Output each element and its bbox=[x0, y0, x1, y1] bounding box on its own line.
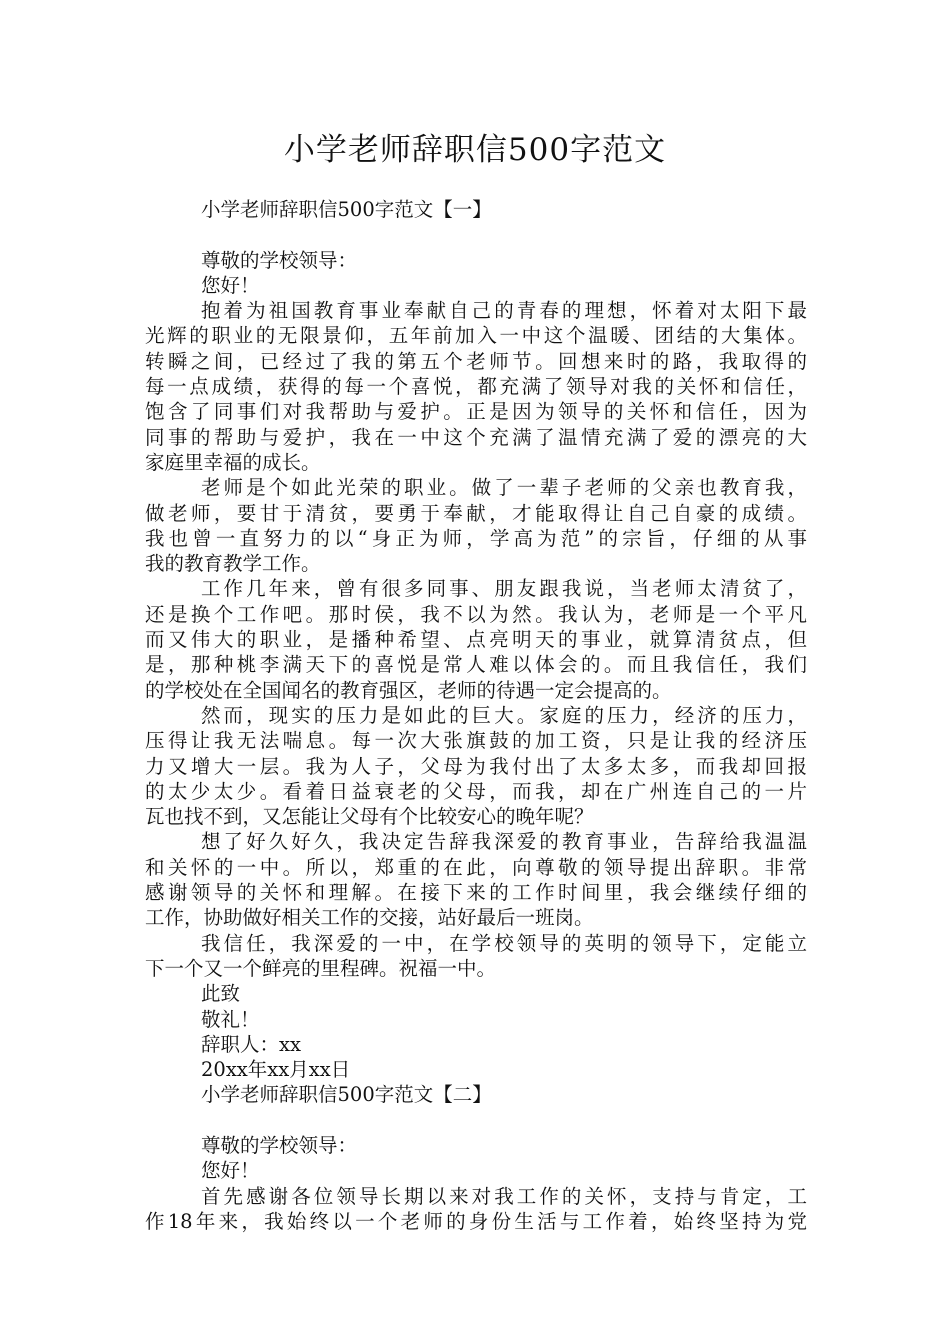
salutation: 尊敬的学校领导： bbox=[201, 248, 358, 272]
paragraph-line: 而又伟大的职业，是播种希望、点亮明天的事业，就算清贫点，但 bbox=[145, 628, 807, 652]
paragraph-line: 我也曾一直努力的以“身正为师，学高为范”的宗旨，仔细的从事 bbox=[145, 526, 807, 550]
paragraph-line: 的太少太少。看着日益衰老的父母，而我，却在广州连自己的一片 bbox=[145, 779, 807, 803]
paragraph-line: 想了好久好久，我决定告辞我深爱的教育事业，告辞给我温温 bbox=[201, 830, 807, 854]
blank-line bbox=[145, 1108, 807, 1133]
paragraph-line: 瓦也找不到，又怎能让父母有个比较安心的晚年呢？ bbox=[145, 805, 594, 829]
paragraph-line: 感谢领导的关怀和理解。在接下来的工作时间里，我会继续仔细的 bbox=[145, 881, 807, 905]
paragraph-line: 压得让我无法喘息。每一次大张旗鼓的加工资，只是让我的经济压 bbox=[145, 729, 807, 753]
closing-line: 敬礼！ bbox=[201, 1007, 260, 1031]
paragraph-line: 力又增大一层。我为人子，父母为我付出了太多太多，而我却回报 bbox=[145, 754, 807, 778]
paragraph-line: 我信任，我深爱的一中，在学校领导的英明的领导下，定能立 bbox=[201, 931, 807, 955]
paragraph-line: 然而，现实的压力是如此的巨大。家庭的压力，经济的压力， bbox=[201, 703, 807, 727]
paragraph-line: 同事的帮助与爱护，我在一中这个充满了温情充满了爱的漂亮的大 bbox=[145, 425, 807, 449]
paragraph-line: 我的教育教学工作。 bbox=[145, 552, 321, 576]
paragraph-line: 转瞬之间，已经过了我的第五个老师节。回想来时的路，我取得的 bbox=[145, 349, 807, 373]
paragraph-line: 做老师，要甘于清贫，要勇于奉献，才能取得让自己自豪的成绩。 bbox=[145, 501, 807, 525]
paragraph-line: 抱着为祖国教育事业奉献自己的青春的理想，怀着对太阳下最 bbox=[201, 299, 807, 323]
paragraph-line: 首先感谢各位领导长期以来对我工作的关怀，支持与肯定，工 bbox=[201, 1184, 807, 1208]
section-heading: 小学老师辞职信500字范文【二】 bbox=[201, 1083, 492, 1107]
paragraph-line: 还是换个工作吧。那时侯，我不以为然。我认为，老师是一个平凡 bbox=[145, 602, 807, 626]
date-line: 20xx年xx月xx日 bbox=[201, 1058, 351, 1082]
paragraph-line: 的学校处在全国闻名的教育强区，老师的待遇一定会提高的。 bbox=[145, 678, 672, 702]
paragraph-line: 和关怀的一中。所以，郑重的在此，向尊敬的领导提出辞职。非常 bbox=[145, 855, 807, 879]
paragraph-line: 老师是个如此光荣的职业。做了一辈子老师的父亲也教育我， bbox=[201, 476, 807, 500]
greeting: 您好！ bbox=[201, 273, 260, 297]
paragraph-line: 下一个又一个鲜亮的里程碑。祝福一中。 bbox=[145, 956, 497, 980]
salutation: 尊敬的学校领导： bbox=[201, 1133, 358, 1157]
paragraph-line: 光辉的职业的无限景仰，五年前加入一中这个温暖、团结的大集体。 bbox=[145, 324, 807, 348]
document-body bbox=[145, 197, 807, 1234]
document-title: 小学老师辞职信500字范文 bbox=[283, 132, 667, 168]
paragraph-line: 作18年来，我始终以一个老师的身份生活与工作着，始终坚持为党 bbox=[145, 1209, 807, 1233]
paragraph-line: 工作几年来，曾有很多同事、朋友跟我说，当老师太清贫了， bbox=[201, 577, 807, 601]
closing-line: 此致 bbox=[201, 982, 241, 1006]
paragraph-line: 每一点成绩，获得的每一个喜悦，都充满了领导对我的关怀和信任， bbox=[145, 375, 807, 399]
section-heading: 小学老师辞职信500字范文【一】 bbox=[201, 198, 492, 221]
paragraph-line: 家庭里幸福的成长。 bbox=[145, 450, 321, 474]
blank-line bbox=[145, 222, 807, 247]
signer-line: 辞职人：xx bbox=[201, 1032, 301, 1056]
paragraph-line: 饱含了同事们对我帮助与爱护。正是因为领导的关怀和信任，因为 bbox=[145, 400, 807, 424]
paragraph-line: 工作，协助做好相关工作的交接，站好最后一班岗。 bbox=[145, 906, 594, 930]
paragraph-line: 是，那种桃李满天下的喜悦是常人难以体会的。而且我信任，我们 bbox=[145, 653, 807, 677]
greeting: 您好！ bbox=[201, 1159, 260, 1183]
